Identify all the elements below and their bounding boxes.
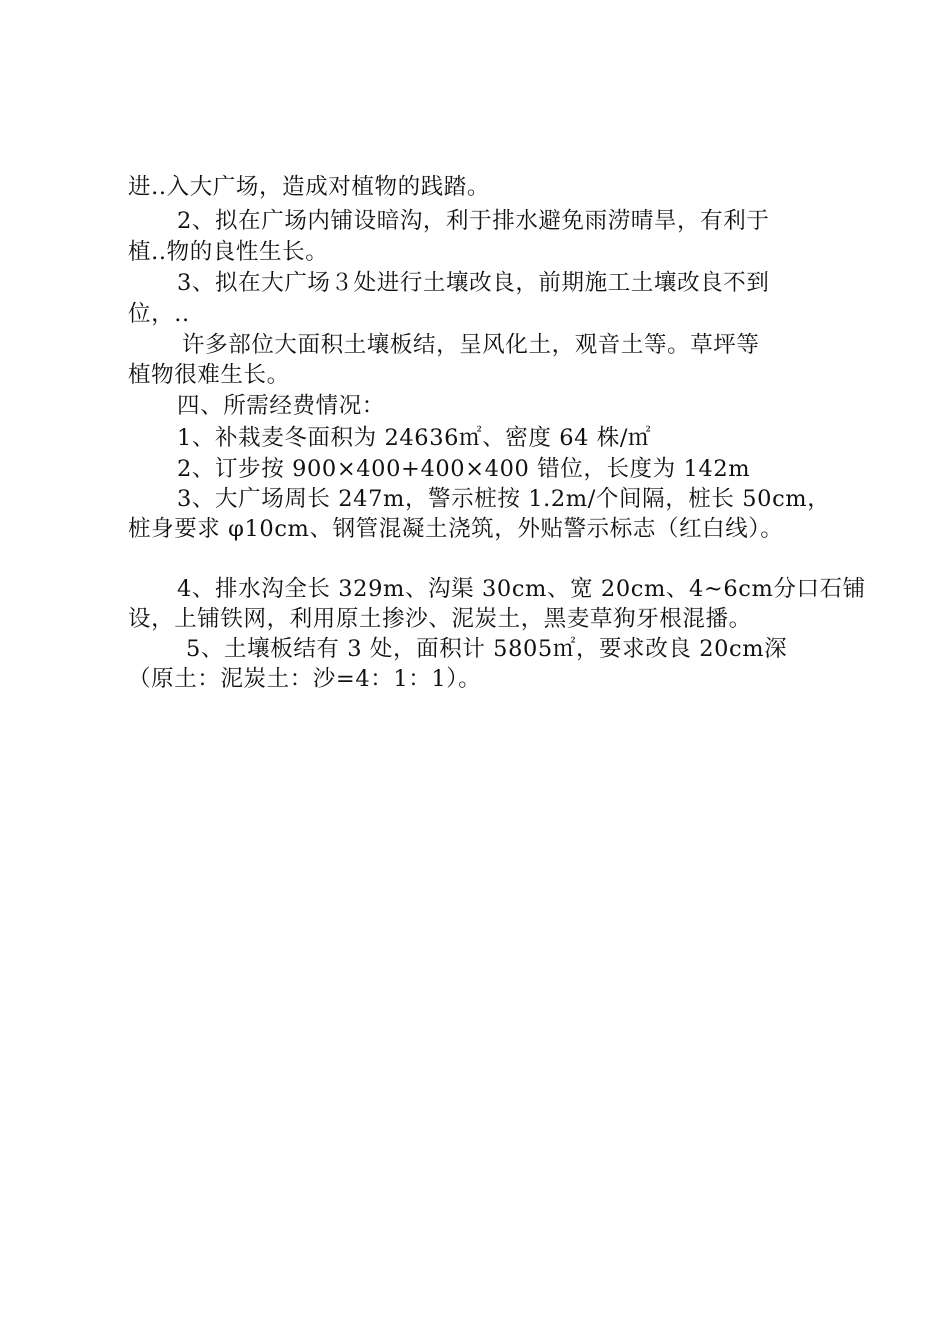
text-line-7: 植物很难生长。	[128, 362, 290, 388]
text-line-9: 1、补栽麦冬面积为 24636㎡、密度 64 株/㎡	[177, 425, 652, 451]
text-line-2: 2、拟在广场内铺设暗沟，利于排水避免雨涝晴旱，有利于	[177, 208, 770, 234]
text-line-4: 3、拟在大广场３处进行土壤改良，前期施工土壤改良不到	[177, 270, 770, 296]
text-line-3: 植..物的良性生长。	[128, 239, 329, 265]
text-line-14: 设，上铺铁网，利用原土掺沙、泥炭土，黑麦草狗牙根混播。	[128, 606, 752, 632]
text-line-13: 4、排水沟全长 329m、沟渠 30cm、宽 20cm、4~6cm分口石铺	[177, 576, 866, 602]
text-line-12: 桩身要求 φ10cm、钢管混凝土浇筑，外贴警示标志（红白线）。	[128, 516, 784, 542]
text-line-10: 2、订步按 900×400+400×400 错位，长度为 142m	[177, 456, 751, 482]
text-line-1: 进..入大广场，造成对植物的践踏。	[128, 174, 491, 200]
text-line-11: 3、大广场周长 247m，警示桩按 1.2m/个间隔，桩长 50cm，	[177, 486, 831, 512]
text-line-5: 位，..	[128, 301, 190, 327]
section-heading: 四、所需经费情况：	[177, 393, 385, 419]
text-line-6: 许多部位大面积土壤板结，呈风化土，观音土等。草坪等	[182, 332, 760, 358]
text-line-15: 5、土壤板结有 3 处，面积计 5805㎡，要求改良 20cm深	[186, 636, 788, 662]
text-line-16: （原土：泥炭土：沙=4：1：1）。	[128, 666, 482, 692]
